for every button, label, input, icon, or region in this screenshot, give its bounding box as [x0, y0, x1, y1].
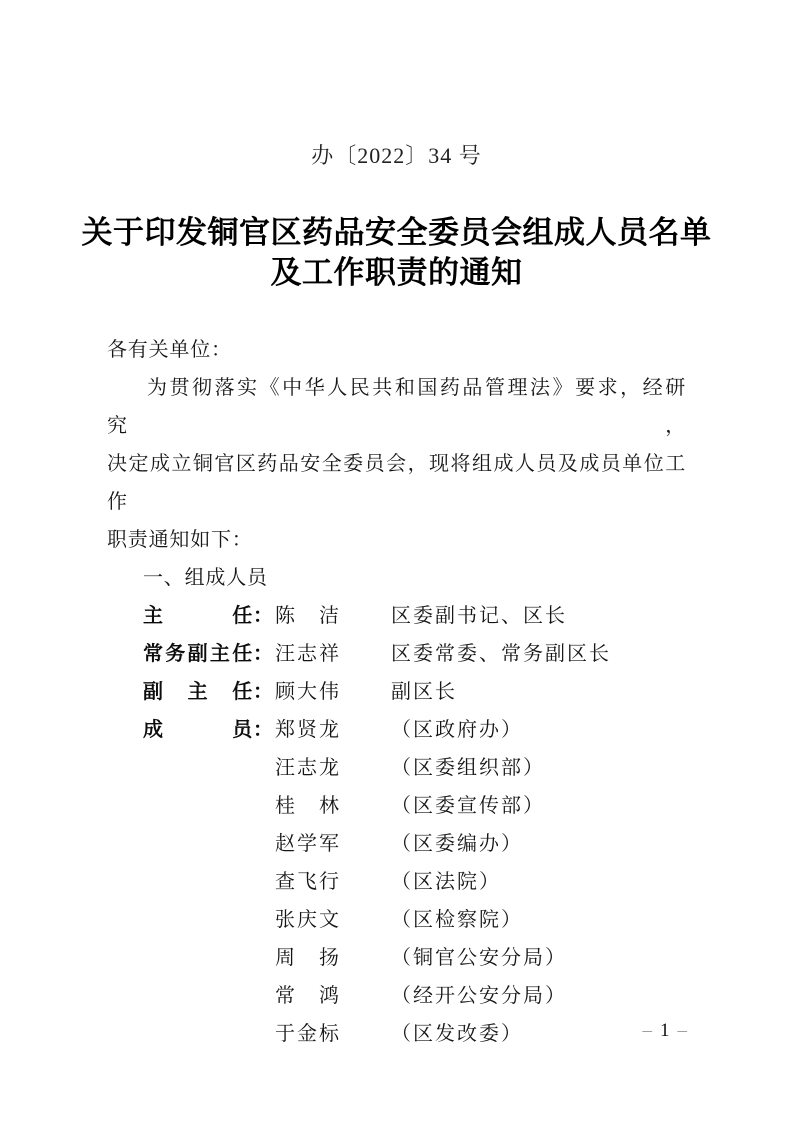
roster-row	[143, 711, 686, 749]
page-number-value: 1	[660, 1020, 672, 1041]
roster-colon: ：	[253, 643, 274, 665]
roster-unit: （铜官公安分局）	[391, 947, 567, 969]
roster-role: 主 任	[143, 605, 253, 627]
roster-colon	[253, 825, 275, 863]
roster-row	[143, 787, 686, 825]
doc-number: 办〔2022〕34 号	[311, 143, 482, 168]
document-title-line-1: 关于印发铜官区药品安全委员会组成人员名单	[81, 215, 712, 250]
roster-role: 副 主 任	[143, 681, 253, 703]
roster-role	[143, 901, 253, 939]
roster-colon	[253, 939, 275, 977]
roster-unit: （区政府办）	[391, 719, 523, 741]
roster-role	[143, 787, 253, 825]
roster-unit: 副区长	[391, 681, 457, 703]
roster-row	[143, 901, 686, 939]
roster-role: 成 员	[143, 719, 253, 741]
roster-row	[143, 749, 686, 787]
roster-role: 常 务 副 主 任	[143, 643, 253, 665]
roster-name: 查飞行	[275, 871, 341, 893]
roster-name: 陈 洁	[275, 605, 341, 627]
roster-role	[143, 863, 253, 901]
paragraph-line: 决定成立铜官区药品安全委员会，现将组成人员及成员单位工作	[107, 453, 686, 513]
roster-unit: 区委常委、常务副区长	[391, 643, 611, 665]
roster-unit: （区委编办）	[391, 833, 523, 855]
roster-row	[143, 977, 686, 1015]
section-heading: 一、组成人员	[143, 567, 268, 589]
page-number-dash: –	[677, 1020, 689, 1041]
page-number	[643, 1020, 690, 1042]
roster-colon: ：	[253, 719, 274, 741]
roster-unit: （区检察院）	[391, 909, 523, 931]
roster-name: 顾大伟	[275, 681, 341, 703]
roster-name: 郑贤龙	[275, 719, 341, 741]
roster-colon: ：	[253, 681, 274, 703]
page-number-dash: –	[642, 1020, 654, 1041]
roster-row	[143, 825, 686, 863]
roster-unit: （区发改委）	[391, 1023, 523, 1045]
roster-name: 张庆文	[275, 909, 341, 931]
paragraph-line: 为贯彻落实《中华人民共和国药品管理法》要求，经研究，	[107, 377, 686, 437]
roster-role	[143, 825, 253, 863]
roster-colon	[253, 787, 275, 825]
roster-role	[143, 749, 253, 787]
roster-row	[143, 1015, 686, 1053]
document-body	[107, 331, 686, 1053]
roster-name: 桂 林	[275, 795, 341, 817]
roster-colon	[253, 901, 275, 939]
roster-row	[143, 939, 686, 977]
roster-role	[143, 977, 253, 1015]
roster-unit: （区委组织部）	[391, 757, 545, 779]
roster-row	[143, 863, 686, 901]
document-title-line-2: 及工作职责的通知	[270, 255, 523, 290]
roster-colon	[253, 749, 275, 787]
roster-colon	[253, 1015, 275, 1053]
roster-unit: （区法院）	[391, 871, 501, 893]
roster-name: 于金标	[275, 1023, 341, 1045]
document-title	[0, 213, 793, 293]
salutation: 各有关单位：	[107, 339, 232, 361]
paragraph-line: 职责通知如下：	[107, 529, 253, 551]
roster-role	[143, 1015, 253, 1053]
roster-role	[143, 939, 253, 977]
roster-colon	[253, 977, 275, 1015]
roster-name: 周 扬	[275, 947, 341, 969]
roster-colon	[253, 863, 275, 901]
roster-unit: （经开公安分局）	[391, 985, 567, 1007]
roster-row	[143, 635, 686, 673]
roster-name: 赵学军	[275, 833, 341, 855]
roster-unit: （区委宣传部）	[391, 795, 545, 817]
roster-name: 汪志祥	[275, 643, 341, 665]
roster-colon: ：	[253, 605, 274, 627]
roster-row	[143, 673, 686, 711]
roster-unit: 区委副书记、区长	[391, 605, 567, 627]
roster-row	[143, 597, 686, 635]
roster-name: 常 鸿	[275, 985, 341, 1007]
roster-name: 汪志龙	[275, 757, 341, 779]
